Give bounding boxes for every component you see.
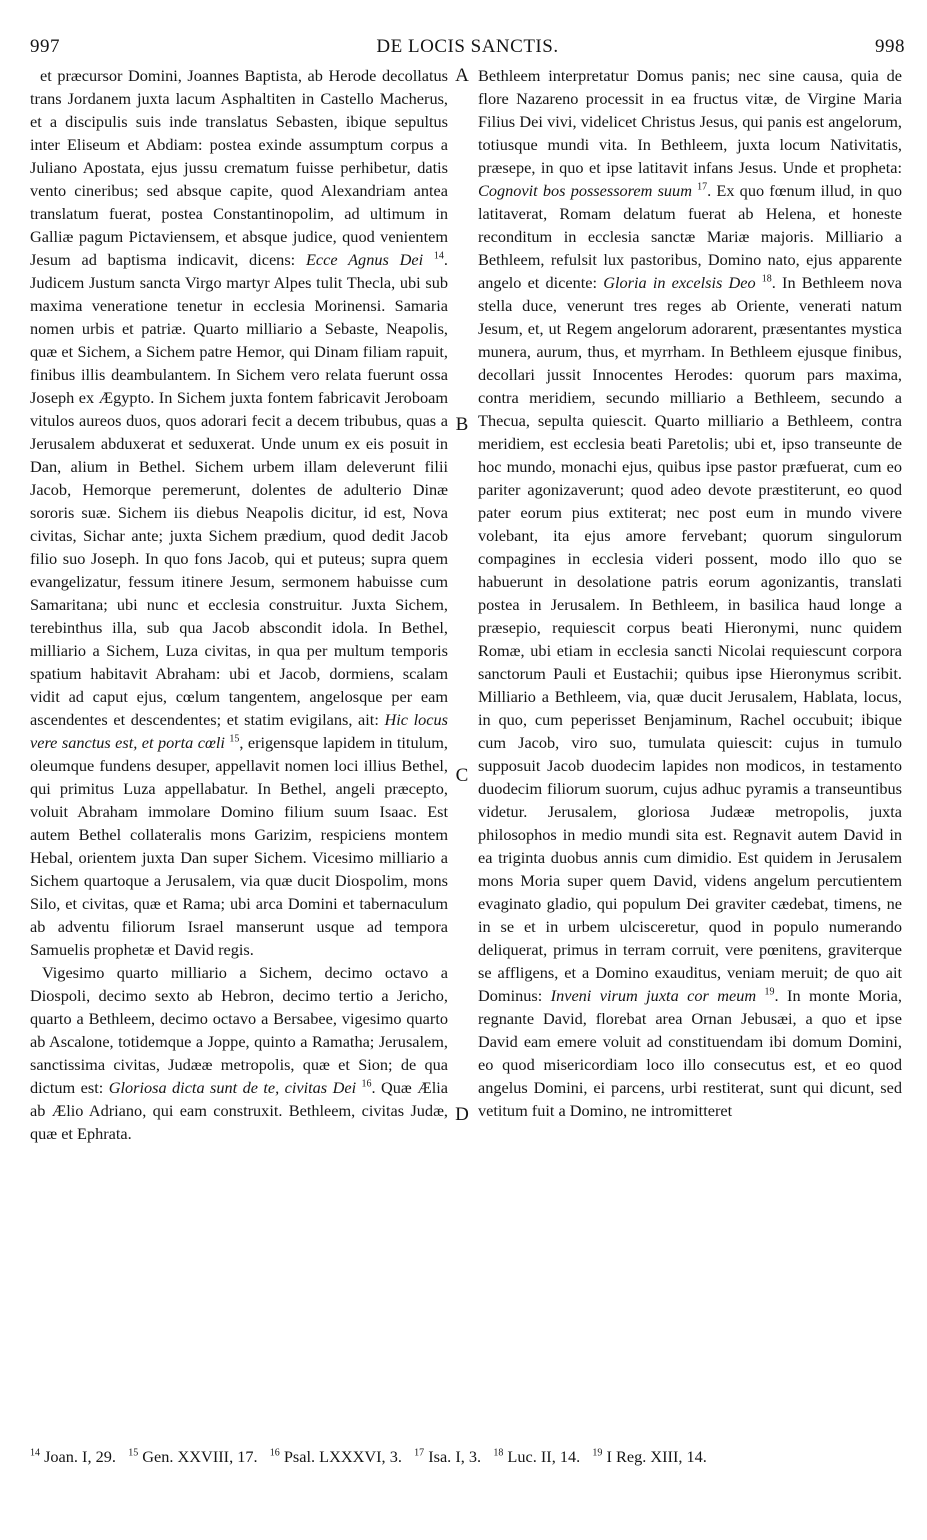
footnote-ref: 18 [761, 273, 772, 285]
quote-inveni-virum: Inveni virum juxta cor meum [550, 986, 757, 1005]
left-paragraph-1: et præcursor Domini, Joannes Baptista, ab Herode decollatus trans Jordanem juxta lacum Asphaltiten in Castello Macherus, et a discipulis suis inde translatus Sebasten, ibique sepultus inter Eliseum et Abdiam: postea exinde assumptum corpus a Juliano Apostata, ejus jussu crematum fuisse perhibetur, datis vento cineribus; sed absque capite, quod Alexandriam antea translatum fuerat, postea Constantinopolim, ad ultimum in Galliæ pagum Pictaviensem, et absque judice, quod venientem Jesum ad baptisma indicavit, dicens: Ecce Agnus Dei $^{14}$. Judicem Justum sancta Virgo martyr Alpes tulit Thecla, ubi sub maxima veneratione tenetur in ecclesia Morinensi. Samaria nomen urbis et patriæ. Quarto milliario a Sebaste, Neapolis, quæ et Sichem, a Sichem patre Hemor, qui Dinam filiam rapuit, finibus illis deambulantem. In Sichem vero relata fuerunt ossa Joseph ex Ægypto. In Sichem juxta fontem fabricavit Jeroboam vitulos aureos duos, quos adorari fecit a decem tribubus, quas a Jerusalem abduxerat et seduxerat. Unde unum ex eis posuit in Dan, alium in Bethel. Sichem urbem illam deleverunt filii Jacob, Hemorque peremerunt, dolentes de adulterio Dinæ sororis suæ. Sichem iis diebus Neapolis dicitur, id est, Nova civitas, Sichar ante; juxta Sichem prædium, quod dedit Jacob filio suo Joseph. In quo fons Jacob, qui et puteus; supra quem evangelizatur, fessum itinere Jesum, sermonem habuisse cum Samaritana; ubi nunc et ecclesia construitur. Juxta Sichem, terebinthus illa, sub qua Jacob abscondit idola. In Bethel, milliario a Sichem, Luza civitas, in qua per multum temporis spatium habitavit Abraham: ubi et Jacob, dormiens, scalam vidit ad caput ejus, cœlum tangentem, angelosque per eam ascendentes et descendentes; et statim evigilans, ait: Hic locus vere sanctus est, et porta cœli $^{15}$, erigensque lapidem in titulum, oleumque fundens desuper, appellavit nomen loci illius Bethel, qui primitus Luza appellabatur. In Bethel, angeli præcepto, voluit Abraham immolare Domino filium suum Isaac. Est autem Bethel collateralis mons Garizim, respiciens montem Hebal, orientem juxta Dan super Sichem. Vicesimo milliario a Sichem quartoque a Jerusalem, via quæ ducit Diospolim, mons Silo, et civitas, quæ et Rama; ubi arca Domini et tabernaculum ab adventu filiorum Israel manserunt usque ad tempora Samuelis prophetæ et David regis. [30, 66, 448, 959]
left-paragraph-2: Vigesimo quarto milliario a Sichem, decimo octavo a Diospoli, decimo sexto ab Hebron, decimo tertio a Jericho, quarto a Bethleem, decimo octavo a Bersabee, vigesimo quarto ab Ascalone, totidemque a Joppe, quinto a Ramatha; Jerusalem, sanctissima civitas, Judææ metropolis, quæ et Sion; de qua dictum est: Gloriosa dicta sunt de te, civitas Dei $^{16}$. Quæ Ælia ab Ælio Adriano, qui eam construxit. Bethleem, civitas Judæ, quæ et Ephrata. [30, 963, 448, 1143]
running-header [30, 36, 905, 64]
footnote-ref: 19 [764, 986, 775, 998]
footnote-17: Isa. I, 3. [428, 1447, 482, 1466]
running-title: DE LOCIS SANCTIS. [376, 36, 559, 57]
footnote-14: Joan. I, 29. [44, 1447, 116, 1466]
column-marker-a: A [455, 65, 469, 86]
footnotes: $^{14}$ Joan. I, 29. $^{15}$ Gen. XXVIII, 17. $^{16}$ Psal. LXXXVI, 3. $^{17}$ Isa. I, 3. $^{18}$ Luc. II, 14. $^{19}$ I Reg. XIII, 14. [30, 1447, 707, 1466]
column-marker-d: D [455, 1104, 469, 1125]
footnote-16: Psal. LXXXVI, 3. [283, 1447, 402, 1466]
quote-hic-locus: Hic locus vere sanctus est, et porta cœli [30, 710, 448, 752]
quote-gloria-in-excelsis: Gloria in excelsis Deo [603, 273, 756, 292]
footnote-15: Gen. XXVIII, 17. [142, 1447, 258, 1466]
right-column [478, 64, 902, 1444]
column-marker-b: B [455, 414, 469, 435]
quote-cognovit-bos: Cognovit bos possessorem suum [478, 181, 692, 200]
footnote-19: I Reg. XIII, 14. [606, 1447, 707, 1466]
column-marker-c: C [455, 765, 469, 786]
footnote-18: Luc. II, 14. [507, 1447, 581, 1466]
footnote-ref: 16 [361, 1078, 372, 1090]
footnote-ref: 17 [697, 181, 708, 193]
quote-gloriosa-dicta: Gloriosa dicta sunt de te, civitas Dei [108, 1078, 357, 1097]
footnote-ref: 14 [433, 250, 444, 262]
page-number-right: 998 [875, 36, 905, 57]
right-paragraph-1: Bethleem interpretatur Domus panis; nec sine causa, quia de flore Nazareno processit in ea fructus vitæ, de Virgine Maria Filius Dei vivi, videlicet Christus Jesus, qui panis est angelorum, totiusque mundi vita. In Bethleem, juxta locum Nativitatis, præsepe, in quo et ipse latitavit infans Jesus. Unde et propheta: Cognovit bos possessorem suum $^{17}$. Ex quo fœnum illud, in quo latitaverat, Romam delatum fuerat ab Helena, et honeste reconditum in ecclesia sanctæ Mariæ majoris. Milliario a Bethleem, refulsit lux pastoribus, Domino nato, ejus apparente angelo et dicente: Gloria in excelsis Deo $^{18}$. In Bethleem nova stella duce, venerunt tres reges ab Oriente, venerati natum Jesum, et, ut Regem angelorum adorarent, præsentantes mystica munera, aurum, thus, et myrrham. In Bethleem ejusque finibus, decollari jussit Innocentes Herodes: quorum pars maxima, contra meridiem, secundo milliario a Bethleem, secundo a Thecua, sepulta quiescit. Quarto milliario a Bethleem, contra meridiem, est ecclesia beati Paretolis; ubi et, ipso transeunte de hoc mundo, monachi ejus, quibus ipse pastor præfuerat, cum eo pariter agonizaverunt; quod adeo devote præstiterunt, eo quod pater eorum pius extiterat; nec post eum in mundo vivere volebant, ita ejus amore fervebant; quorum singulorum compagines in ecclesia videri possent, modo illo quo se habuerunt in desolatione patris eorum agonizantis, translati postea in Jerusalem. In Bethleem, in basilica haud longe a præsepio, requiescit corpus beati Hieronymi, nunc quidem Romæ, ubi etiam in ecclesia sancti Nicolai requiescunt corpora sanctorum Pauli et Eustachii; quibus ipse Hieronymus scribit. Milliario a Bethleem, via, quæ ducit Jerusalem, Hablata, locus, in quo, cum peperisset Benjaminum, Rachel occubuit; ibique cum Jacob, viro suo, tumulata quiescit: cujus in tumulo supposuit Jacob duodecim lapides non modicos, in testamento duodecim filiorum suorum, cujus adhuc pyramis a transeuntibus videtur. Jerusalem, gloriosa Judææ metropolis, juxta philosophos in medio mundi sita est. Regnavit autem David in ea triginta duobus annis cum dimidio. Est quidem in Jerusalem mons Moria super quem David, videns angelum percutientem evaginato gladio, qui populum Dei graviter cædebat, timens, ne in se et in urbem ulcisceretur, quod in populo numerando deliquerat, primus in terram corruit, vere pœnitens, graviterque se affligens, et a Domino exauditus, veniam meruit; de quo ait Dominus: Inveni virum juxta cor meum $^{19}$. In monte Moria, regnante David, florebat area Ornan Jebusæi, a quo et ipse David eam emere voluit ad constituendam ibi domum Domini, eo quod misericordiam loco illo consecutus est, et eo quod angelus Domini, ei parcens, urbi restiterat, sunt qui dicunt, sed vetitum fuit a Domino, ne intromitteret [478, 66, 902, 1120]
quote-ecce-agnus: Ecce Agnus Dei [305, 250, 424, 269]
page-number-left: 997 [30, 36, 60, 57]
left-column [30, 64, 448, 1444]
footnote-ref: 15 [229, 733, 240, 745]
